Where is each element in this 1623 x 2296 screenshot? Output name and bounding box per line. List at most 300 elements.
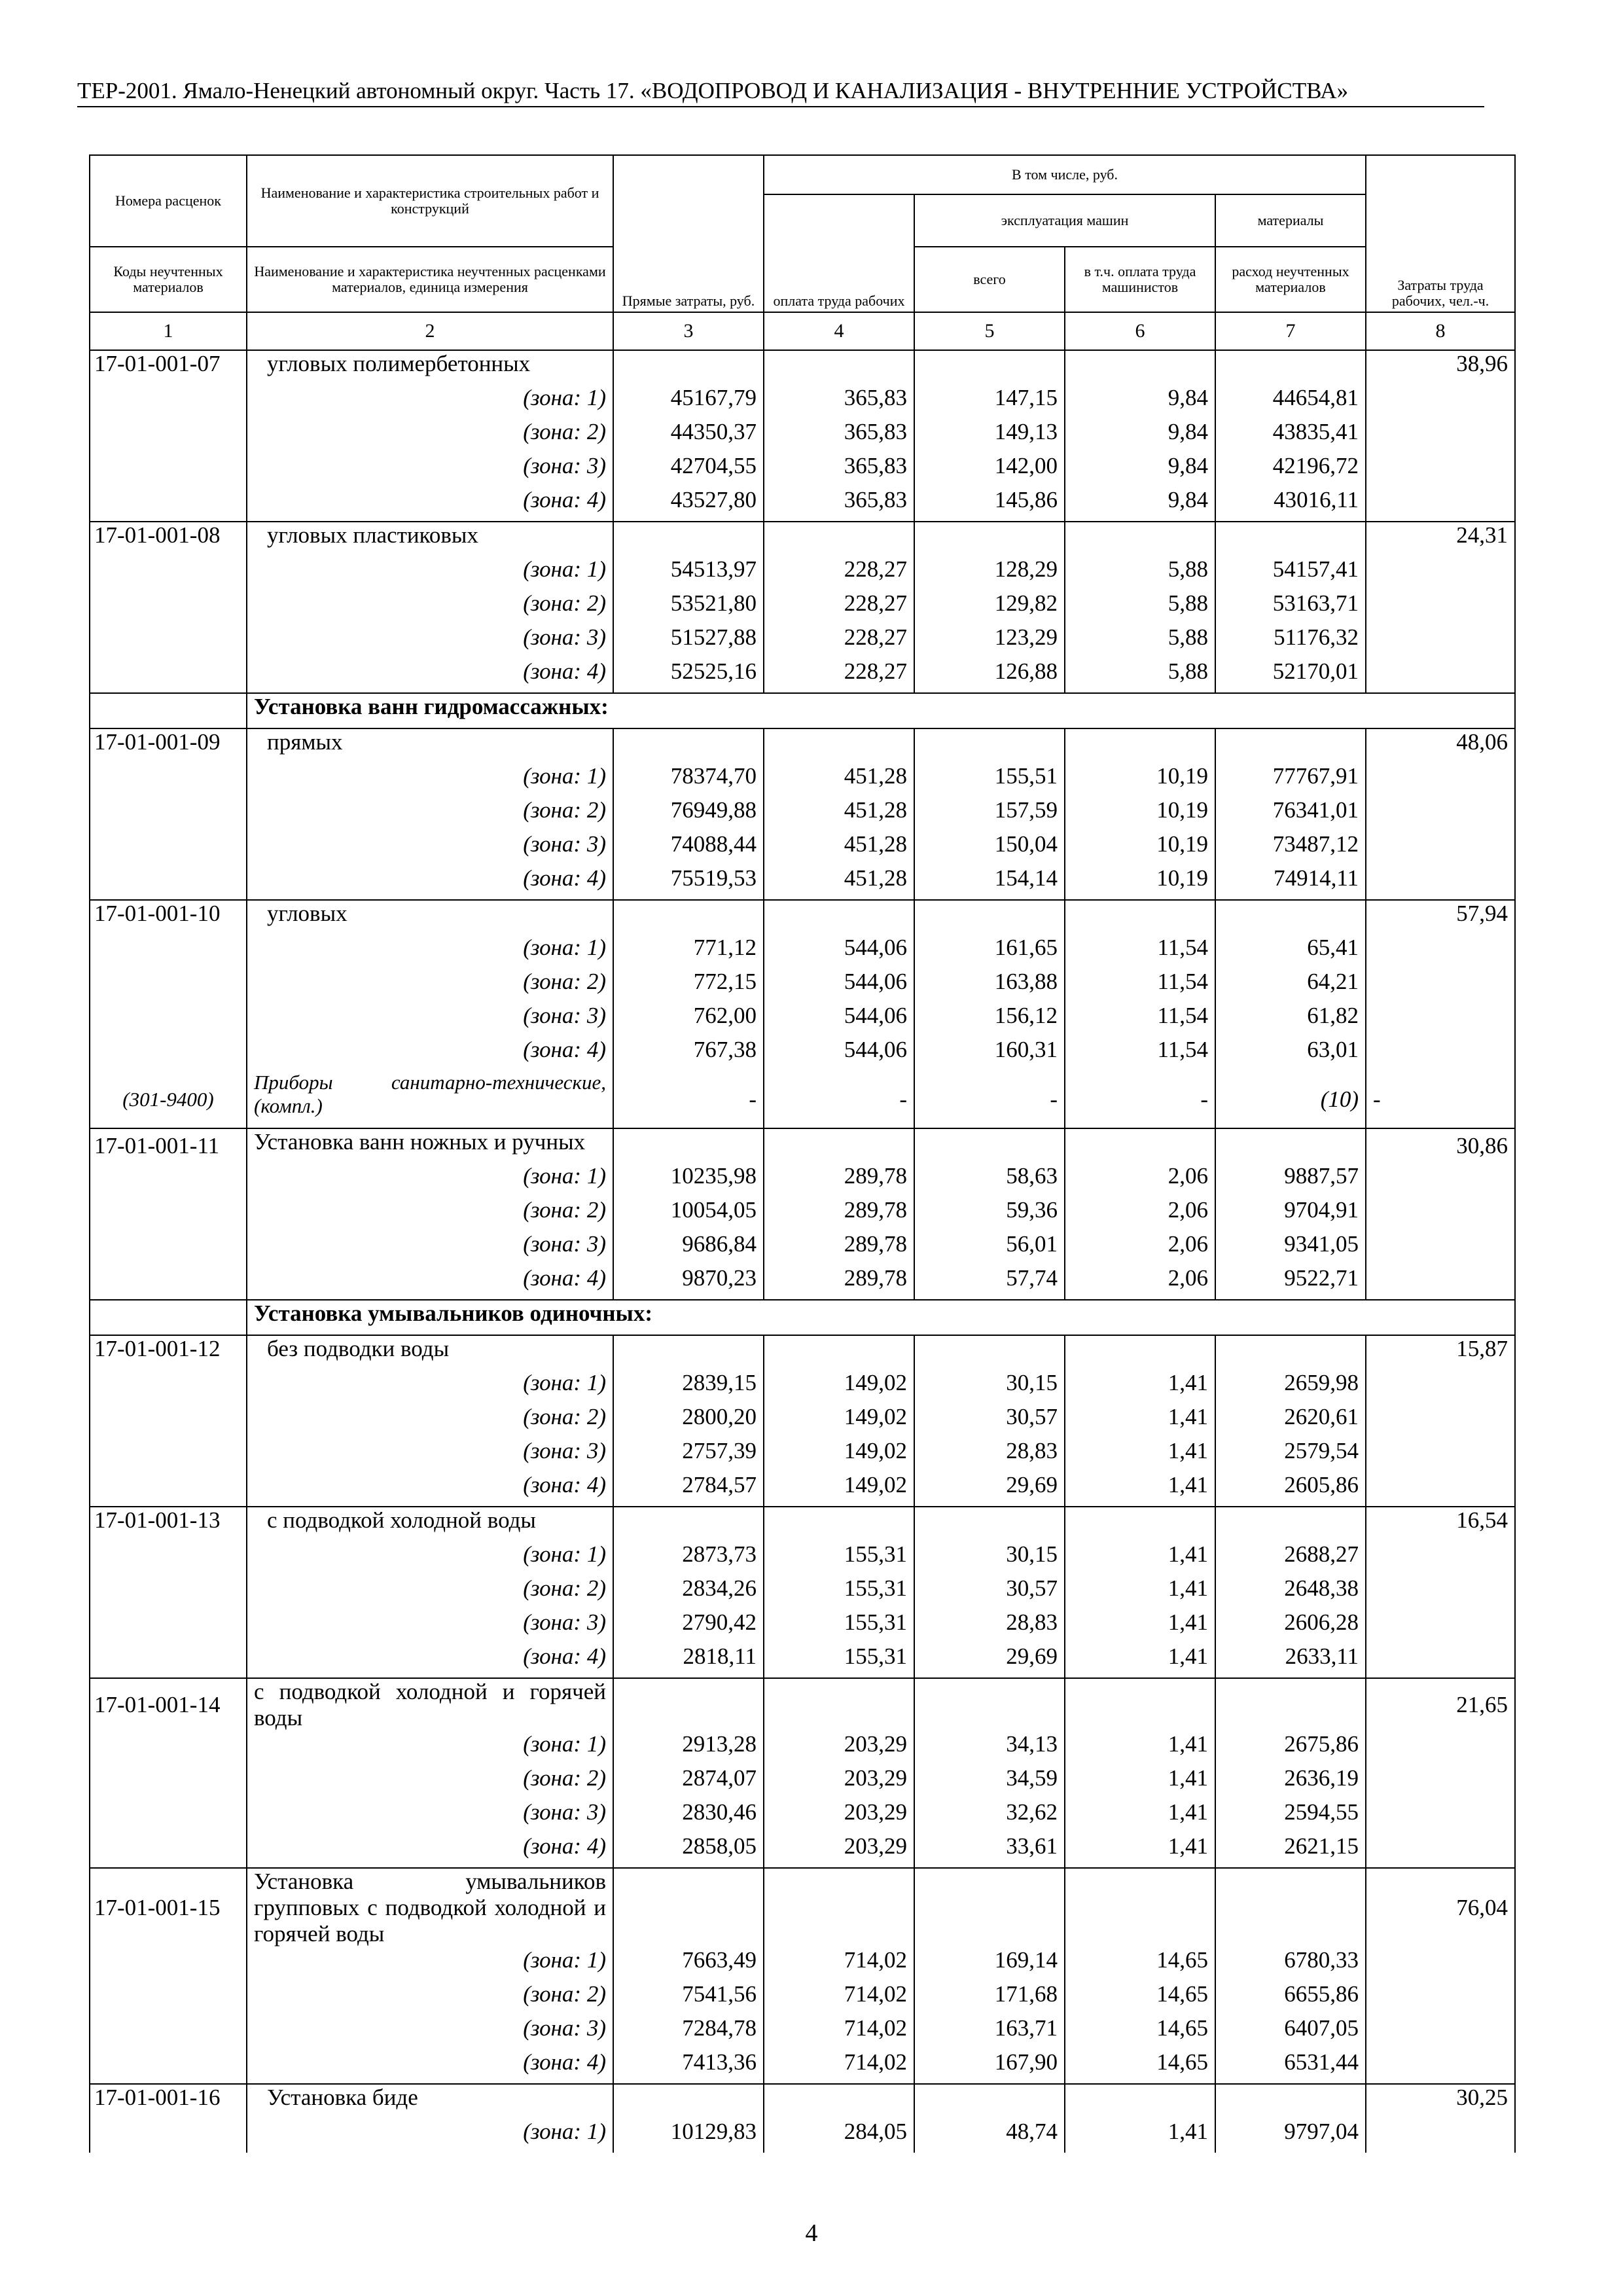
zone-row xyxy=(90,865,1515,900)
rate-code: 17-01-001-16 xyxy=(90,2084,247,2119)
materials-cost: 43835,41 xyxy=(1215,419,1366,453)
machine-total: 149,13 xyxy=(914,419,1065,453)
materials-cost: 6531,44 xyxy=(1215,2049,1366,2084)
rate-title-row xyxy=(90,728,1515,763)
labor-cost: 48,06 xyxy=(1366,728,1515,763)
zone-row xyxy=(90,1404,1515,1438)
zone-row xyxy=(90,658,1515,693)
zone-row xyxy=(90,2015,1515,2049)
zone-label: (зона: 1) xyxy=(247,1541,613,1575)
empty-cell xyxy=(1366,935,1515,969)
zone-label: (зона: 2) xyxy=(247,1404,613,1438)
empty-cell xyxy=(1065,2084,1215,2119)
empty-cell xyxy=(90,1037,247,1071)
empty-cell xyxy=(764,350,914,385)
direct-cost: 52525,16 xyxy=(613,658,764,693)
worker-wage: 451,28 xyxy=(764,831,914,865)
col2-head-top: Наименование и характеристика строительных работ и конструкций xyxy=(247,155,613,247)
worker-wage: 203,29 xyxy=(764,1833,914,1868)
empty-cell xyxy=(90,865,247,900)
zone-label: (зона: 1) xyxy=(247,1947,613,1981)
worker-wage: 365,83 xyxy=(764,419,914,453)
empty-cell xyxy=(1366,1197,1515,1231)
empty-cell xyxy=(1366,763,1515,797)
machinist-wage: 1,41 xyxy=(1065,1438,1215,1472)
column-numbers-row xyxy=(90,312,1515,350)
machinist-wage: 2,06 xyxy=(1065,1163,1215,1197)
empty-cell xyxy=(90,1643,247,1678)
zone-label: (зона: 3) xyxy=(247,1799,613,1833)
worker-wage: 365,83 xyxy=(764,385,914,419)
zone-row xyxy=(90,1799,1515,1833)
machinist-wage: 10,19 xyxy=(1065,763,1215,797)
machine-total: 160,31 xyxy=(914,1037,1065,1071)
col4-head: оплата труда рабочих xyxy=(764,194,914,312)
direct-cost: 772,15 xyxy=(613,969,764,1003)
worker-wage: 714,02 xyxy=(764,1981,914,2015)
material-value: - xyxy=(1065,1071,1215,1128)
direct-cost: 2830,46 xyxy=(613,1799,764,1833)
empty-cell xyxy=(613,350,764,385)
empty-cell xyxy=(1366,797,1515,831)
col-number: 6 xyxy=(1065,312,1215,350)
empty-cell xyxy=(1366,1947,1515,1981)
zone-row xyxy=(90,1643,1515,1678)
section-title: Установка умывальников одиночных: xyxy=(247,1300,1515,1335)
material-value: - xyxy=(1366,1071,1515,1128)
empty-cell xyxy=(90,556,247,590)
rate-code: 17-01-001-14 xyxy=(90,1678,247,1731)
col1-head-top: Номера расценок xyxy=(90,155,247,247)
empty-cell xyxy=(90,797,247,831)
empty-cell xyxy=(613,1335,764,1370)
worker-wage: 155,31 xyxy=(764,1541,914,1575)
worker-wage: 714,02 xyxy=(764,2049,914,2084)
empty-cell xyxy=(90,1404,247,1438)
empty-cell xyxy=(1366,1370,1515,1404)
empty-cell xyxy=(90,1003,247,1037)
machine-total: 29,69 xyxy=(914,1472,1065,1507)
direct-cost: 767,38 xyxy=(613,1037,764,1071)
zone-row xyxy=(90,763,1515,797)
machine-total: 57,74 xyxy=(914,1265,1065,1300)
rate-name: Установка биде xyxy=(247,2084,613,2119)
direct-cost: 10235,98 xyxy=(613,1163,764,1197)
empty-cell xyxy=(914,1678,1065,1731)
empty-cell xyxy=(1215,2084,1366,2119)
zone-label: (зона: 1) xyxy=(247,2119,613,2153)
machinist-wage: 11,54 xyxy=(1065,969,1215,1003)
direct-cost: 54513,97 xyxy=(613,556,764,590)
zone-label: (зона: 2) xyxy=(247,1197,613,1231)
rate-name: угловых полимербетонных xyxy=(247,350,613,385)
machinist-wage: 9,84 xyxy=(1065,385,1215,419)
zone-label: (зона: 4) xyxy=(247,1472,613,1507)
labor-cost: 38,96 xyxy=(1366,350,1515,385)
machine-total: 167,90 xyxy=(914,2049,1065,2084)
table-body xyxy=(90,350,1515,2153)
zone-row xyxy=(90,1370,1515,1404)
direct-cost: 7663,49 xyxy=(613,1947,764,1981)
zone-label: (зона: 2) xyxy=(247,1575,613,1609)
rate-title-row xyxy=(90,900,1515,935)
materials-cost: 61,82 xyxy=(1215,1003,1366,1037)
empty-cell xyxy=(1366,1765,1515,1799)
materials-cost: 2620,61 xyxy=(1215,1404,1366,1438)
empty-cell xyxy=(1366,1265,1515,1300)
empty-cell xyxy=(1065,522,1215,556)
empty-cell xyxy=(1366,453,1515,487)
rate-title-row xyxy=(90,1678,1515,1731)
empty-cell xyxy=(1215,1128,1366,1163)
empty-cell xyxy=(1215,350,1366,385)
materials-cost: 64,21 xyxy=(1215,969,1366,1003)
rate-name: с подводкой холодной и горячей воды xyxy=(247,1678,613,1731)
zone-row xyxy=(90,1833,1515,1868)
machinist-wage: 11,54 xyxy=(1065,1003,1215,1037)
worker-wage: 155,31 xyxy=(764,1609,914,1643)
empty-cell xyxy=(1366,2015,1515,2049)
machine-total: 34,13 xyxy=(914,1731,1065,1765)
direct-cost: 2873,73 xyxy=(613,1541,764,1575)
materials-cost: 2636,19 xyxy=(1215,1765,1366,1799)
zone-row xyxy=(90,453,1515,487)
direct-cost: 10054,05 xyxy=(613,1197,764,1231)
empty-cell xyxy=(90,1370,247,1404)
rate-title-row xyxy=(90,1868,1515,1947)
empty-cell xyxy=(90,1575,247,1609)
empty-cell xyxy=(90,2119,247,2153)
empty-cell xyxy=(90,935,247,969)
direct-cost: 42704,55 xyxy=(613,453,764,487)
empty-cell xyxy=(1215,728,1366,763)
worker-wage: 544,06 xyxy=(764,935,914,969)
rate-title-row xyxy=(90,522,1515,556)
zone-label: (зона: 4) xyxy=(247,1833,613,1868)
worker-wage: 544,06 xyxy=(764,1003,914,1037)
empty-cell xyxy=(90,1947,247,1981)
zone-label: (зона: 3) xyxy=(247,1609,613,1643)
empty-cell xyxy=(90,1265,247,1300)
zone-row xyxy=(90,969,1515,1003)
empty-cell xyxy=(1065,1507,1215,1541)
machine-total: 48,74 xyxy=(914,2119,1065,2153)
zone-label: (зона: 3) xyxy=(247,1438,613,1472)
direct-cost: 7541,56 xyxy=(613,1981,764,2015)
empty-cell xyxy=(90,1833,247,1868)
empty-cell xyxy=(90,1163,247,1197)
zone-row xyxy=(90,590,1515,624)
machinist-wage: 1,41 xyxy=(1065,1472,1215,1507)
empty-cell xyxy=(1366,658,1515,693)
materials-cost: 2605,86 xyxy=(1215,1472,1366,1507)
empty-cell xyxy=(1065,350,1215,385)
worker-wage: 451,28 xyxy=(764,763,914,797)
direct-cost: 2874,07 xyxy=(613,1765,764,1799)
machine-total: 29,69 xyxy=(914,1643,1065,1678)
materials-cost: 2621,15 xyxy=(1215,1833,1366,1868)
direct-cost: 75519,53 xyxy=(613,865,764,900)
empty-cell xyxy=(613,1868,764,1947)
direct-cost: 2790,42 xyxy=(613,1609,764,1643)
zone-label: (зона: 1) xyxy=(247,1163,613,1197)
direct-cost: 2800,20 xyxy=(613,1404,764,1438)
labor-cost: 15,87 xyxy=(1366,1335,1515,1370)
materials-cost: 9522,71 xyxy=(1215,1265,1366,1300)
labor-cost: 21,65 xyxy=(1366,1678,1515,1731)
zone-label: (зона: 4) xyxy=(247,2049,613,2084)
rate-code: 17-01-001-15 xyxy=(90,1868,247,1947)
material-value: (10) xyxy=(1215,1071,1366,1128)
rate-name: с подводкой холодной воды xyxy=(247,1507,613,1541)
direct-cost: 9870,23 xyxy=(613,1265,764,1300)
worker-wage: 149,02 xyxy=(764,1438,914,1472)
machine-total: 32,62 xyxy=(914,1799,1065,1833)
machinist-wage: 1,41 xyxy=(1065,1575,1215,1609)
zone-label: (зона: 2) xyxy=(247,590,613,624)
zone-label: (зона: 4) xyxy=(247,487,613,522)
zone-row xyxy=(90,2119,1515,2153)
machinist-wage: 1,41 xyxy=(1065,1643,1215,1678)
machinist-wage: 1,41 xyxy=(1065,1609,1215,1643)
materials-cost: 73487,12 xyxy=(1215,831,1366,865)
zone-label: (зона: 1) xyxy=(247,1370,613,1404)
direct-cost: 2858,05 xyxy=(613,1833,764,1868)
direct-cost: 10129,83 xyxy=(613,2119,764,2153)
empty-cell xyxy=(1366,1731,1515,1765)
materials-head: материалы xyxy=(1215,194,1366,247)
direct-cost: 78374,70 xyxy=(613,763,764,797)
direct-cost: 53521,80 xyxy=(613,590,764,624)
rate-title-row xyxy=(90,1335,1515,1370)
empty-cell xyxy=(1065,1868,1215,1947)
empty-cell xyxy=(90,969,247,1003)
rate-name: прямых xyxy=(247,728,613,763)
direct-cost: 7284,78 xyxy=(613,2015,764,2049)
empty-cell xyxy=(1366,1163,1515,1197)
machinist-wage: 1,41 xyxy=(1065,1833,1215,1868)
col2-head-bottom: Наименование и характеристика неучтенных расценками материалов, единица измерения xyxy=(247,247,613,312)
machinist-wage: 5,88 xyxy=(1065,590,1215,624)
materials-cost: 65,41 xyxy=(1215,935,1366,969)
col-number: 4 xyxy=(764,312,914,350)
empty-cell xyxy=(914,522,1065,556)
direct-cost: 9686,84 xyxy=(613,1231,764,1265)
zone-row xyxy=(90,1003,1515,1037)
machine-total: 163,88 xyxy=(914,969,1065,1003)
materials-cost: 2675,86 xyxy=(1215,1731,1366,1765)
empty-cell xyxy=(90,385,247,419)
empty-cell xyxy=(1366,1799,1515,1833)
col-number: 5 xyxy=(914,312,1065,350)
direct-cost: 771,12 xyxy=(613,935,764,969)
labor-cost: 76,04 xyxy=(1366,1868,1515,1947)
machinist-wage: 2,06 xyxy=(1065,1197,1215,1231)
zone-label: (зона: 4) xyxy=(247,658,613,693)
zone-row xyxy=(90,1472,1515,1507)
empty-cell xyxy=(914,900,1065,935)
machinist-wage: 10,19 xyxy=(1065,865,1215,900)
materials-cost: 6407,05 xyxy=(1215,2015,1366,2049)
worker-wage: 284,05 xyxy=(764,2119,914,2153)
col5-head: всего xyxy=(914,247,1065,312)
machine-total: 30,57 xyxy=(914,1575,1065,1609)
machinist-wage: 10,19 xyxy=(1065,797,1215,831)
rate-title-row xyxy=(90,1507,1515,1541)
zone-row xyxy=(90,624,1515,658)
labor-cost: 30,25 xyxy=(1366,2084,1515,2119)
machinist-wage: 10,19 xyxy=(1065,831,1215,865)
direct-cost: 762,00 xyxy=(613,1003,764,1037)
zone-row xyxy=(90,1609,1515,1643)
zone-row xyxy=(90,1981,1515,2015)
materials-cost: 63,01 xyxy=(1215,1037,1366,1071)
direct-cost: 44350,37 xyxy=(613,419,764,453)
rate-name: угловых пластиковых xyxy=(247,522,613,556)
empty-cell xyxy=(90,763,247,797)
empty-cell xyxy=(1366,1541,1515,1575)
zone-label: (зона: 3) xyxy=(247,624,613,658)
direct-cost: 51527,88 xyxy=(613,624,764,658)
empty-cell xyxy=(1366,556,1515,590)
materials-cost: 9341,05 xyxy=(1215,1231,1366,1265)
materials-cost: 2688,27 xyxy=(1215,1541,1366,1575)
empty-cell xyxy=(613,900,764,935)
zone-label: (зона: 4) xyxy=(247,1037,613,1071)
zone-row xyxy=(90,1438,1515,1472)
empty-cell xyxy=(1366,1575,1515,1609)
materials-cost: 2648,38 xyxy=(1215,1575,1366,1609)
machine-total: 150,04 xyxy=(914,831,1065,865)
empty-cell xyxy=(1366,1472,1515,1507)
direct-cost: 2913,28 xyxy=(613,1731,764,1765)
empty-cell xyxy=(764,1128,914,1163)
zone-label: (зона: 3) xyxy=(247,2015,613,2049)
empty-cell xyxy=(764,1678,914,1731)
machine-total: 128,29 xyxy=(914,556,1065,590)
worker-wage: 203,29 xyxy=(764,1765,914,1799)
empty-cell xyxy=(90,453,247,487)
materials-cost: 76341,01 xyxy=(1215,797,1366,831)
section-code-cell xyxy=(90,1300,247,1335)
zone-row xyxy=(90,1541,1515,1575)
machine-total: 56,01 xyxy=(914,1231,1065,1265)
rate-name: Установка умывальников групповых с подводкой холодной и горячей воды xyxy=(247,1868,613,1947)
col-number: 7 xyxy=(1215,312,1366,350)
empty-cell xyxy=(90,624,247,658)
machine-total: 147,15 xyxy=(914,385,1065,419)
worker-wage: 714,02 xyxy=(764,1947,914,1981)
col-number: 2 xyxy=(247,312,613,350)
zone-label: (зона: 4) xyxy=(247,1643,613,1678)
machine-total: 142,00 xyxy=(914,453,1065,487)
machine-total: 33,61 xyxy=(914,1833,1065,1868)
empty-cell xyxy=(764,1335,914,1370)
worker-wage: 155,31 xyxy=(764,1575,914,1609)
rate-code: 17-01-001-13 xyxy=(90,1507,247,1541)
material-name: Приборы санитарно-технические, (компл.) xyxy=(247,1071,613,1128)
incl-head: В том числе, руб. xyxy=(764,155,1366,194)
worker-wage: 714,02 xyxy=(764,2015,914,2049)
zone-label: (зона: 3) xyxy=(247,453,613,487)
materials-cost: 53163,71 xyxy=(1215,590,1366,624)
zone-label: (зона: 3) xyxy=(247,1231,613,1265)
empty-cell xyxy=(1366,1833,1515,1868)
machinist-wage: 9,84 xyxy=(1065,453,1215,487)
zone-label: (зона: 1) xyxy=(247,385,613,419)
empty-cell xyxy=(90,1609,247,1643)
machine-total: 157,59 xyxy=(914,797,1065,831)
direct-cost: 45167,79 xyxy=(613,385,764,419)
materials-cost: 2579,54 xyxy=(1215,1438,1366,1472)
machine-total: 169,14 xyxy=(914,1947,1065,1981)
empty-cell xyxy=(1366,1003,1515,1037)
worker-wage: 451,28 xyxy=(764,865,914,900)
empty-cell xyxy=(613,1128,764,1163)
machinist-wage: 1,41 xyxy=(1065,1765,1215,1799)
empty-cell xyxy=(914,350,1065,385)
machinist-wage: 1,41 xyxy=(1065,1731,1215,1765)
empty-cell xyxy=(90,1472,247,1507)
machine-total: 154,14 xyxy=(914,865,1065,900)
empty-cell xyxy=(1366,1981,1515,2015)
section-row xyxy=(90,1300,1515,1335)
empty-cell xyxy=(1366,1037,1515,1071)
rate-code: 17-01-001-12 xyxy=(90,1335,247,1370)
machinist-wage: 2,06 xyxy=(1065,1265,1215,1300)
worker-wage: 544,06 xyxy=(764,1037,914,1071)
empty-cell xyxy=(914,728,1065,763)
materials-cost: 52170,01 xyxy=(1215,658,1366,693)
machinist-wage: 14,65 xyxy=(1065,1947,1215,1981)
empty-cell xyxy=(1215,1507,1366,1541)
machinist-wage: 11,54 xyxy=(1065,935,1215,969)
empty-cell xyxy=(613,1507,764,1541)
price-table xyxy=(89,154,1516,2153)
rate-name: угловых xyxy=(247,900,613,935)
worker-wage: 228,27 xyxy=(764,624,914,658)
empty-cell xyxy=(1366,590,1515,624)
zone-label: (зона: 2) xyxy=(247,1981,613,2015)
machine-total: 129,82 xyxy=(914,590,1065,624)
rate-title-row xyxy=(90,2084,1515,2119)
materials-cost: 9887,57 xyxy=(1215,1163,1366,1197)
materials-cost: 54157,41 xyxy=(1215,556,1366,590)
empty-cell xyxy=(1215,1335,1366,1370)
empty-cell xyxy=(1065,1128,1215,1163)
direct-cost: 2757,39 xyxy=(613,1438,764,1472)
empty-cell xyxy=(90,1765,247,1799)
empty-cell xyxy=(1366,1643,1515,1678)
worker-wage: 149,02 xyxy=(764,1472,914,1507)
col8-head: Затраты труда рабочих, чел.-ч. xyxy=(1366,155,1515,312)
machinist-wage: 1,41 xyxy=(1065,1404,1215,1438)
zone-row xyxy=(90,1731,1515,1765)
zone-label: (зона: 2) xyxy=(247,969,613,1003)
zone-row xyxy=(90,1575,1515,1609)
machinist-wage: 9,84 xyxy=(1065,419,1215,453)
empty-cell xyxy=(1366,1438,1515,1472)
worker-wage: 203,29 xyxy=(764,1731,914,1765)
rate-code: 17-01-001-10 xyxy=(90,900,247,935)
empty-cell xyxy=(1366,1231,1515,1265)
machine-total: 28,83 xyxy=(914,1609,1065,1643)
zone-row xyxy=(90,385,1515,419)
section-title: Установка ванн гидромассажных: xyxy=(247,693,1515,728)
machinist-wage: 1,41 xyxy=(1065,2119,1215,2153)
worker-wage: 365,83 xyxy=(764,453,914,487)
machinist-wage: 14,65 xyxy=(1065,1981,1215,2015)
